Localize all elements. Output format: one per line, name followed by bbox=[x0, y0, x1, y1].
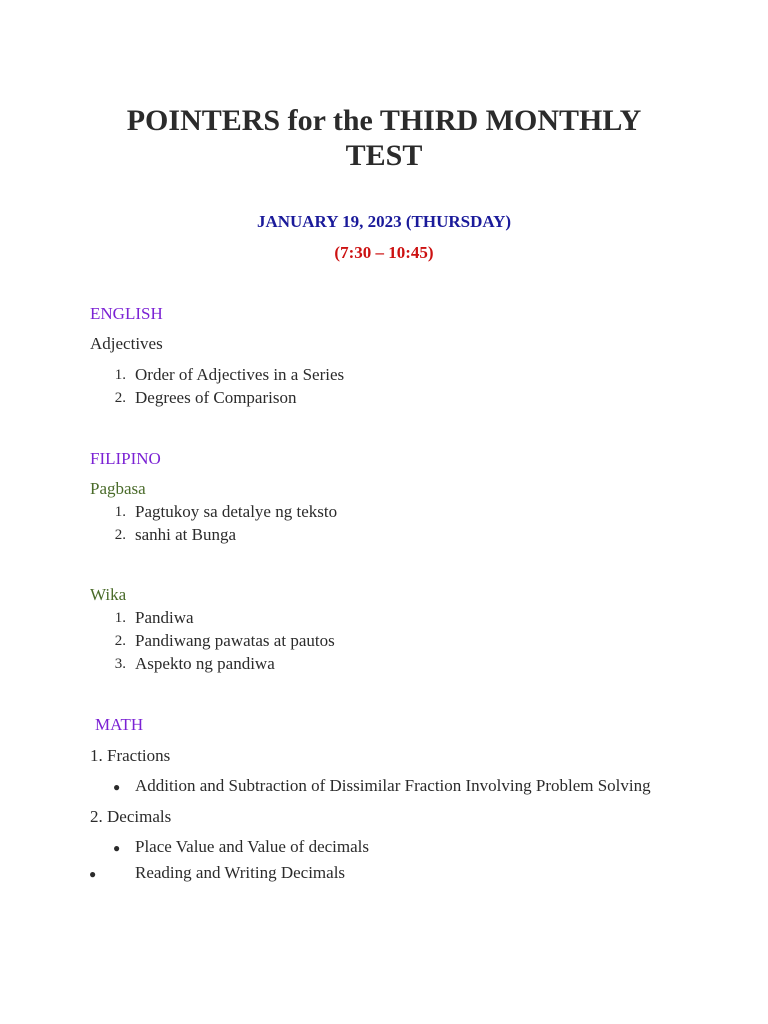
exam-time: (7:30 – 10:45) bbox=[334, 243, 434, 262]
english-item-2-number: 2. bbox=[114, 390, 126, 406]
page-title: POINTERS for the THIRD MONTHLY TEST bbox=[126, 104, 642, 172]
exam-date: JANUARY 19, 2023 (THURSDAY) bbox=[256, 212, 512, 231]
bullet-icon: ● bbox=[113, 841, 121, 855]
english-heading: ENGLISH bbox=[90, 304, 163, 323]
wika-item-3-number: 3. bbox=[114, 656, 126, 672]
bullet-icon: ● bbox=[113, 780, 121, 794]
wika-item-2: Pandiwang pawatas at pautos bbox=[135, 631, 335, 650]
english-item-1: Order of Adjectives in a Series bbox=[135, 365, 345, 384]
bullet-icon: ● bbox=[89, 867, 97, 881]
english-topic: Adjectives bbox=[90, 334, 163, 353]
pagbasa-item-1: Pagtukoy sa detalye ng teksto bbox=[135, 502, 338, 521]
fractions-label: 1. Fractions bbox=[90, 746, 171, 765]
pagbasa-item-2: sanhi at Bunga bbox=[135, 525, 237, 544]
pagbasa-item-2-number: 2. bbox=[114, 527, 126, 543]
english-item-2: Degrees of Comparison bbox=[135, 388, 297, 407]
pagbasa-item-1-number: 1. bbox=[114, 504, 126, 520]
decimals-label: 2. Decimals bbox=[90, 807, 172, 826]
wika-item-1-number: 1. bbox=[114, 610, 126, 626]
english-item-1-number: 1. bbox=[114, 367, 126, 383]
pagbasa-label: Pagbasa bbox=[90, 479, 146, 498]
math-heading: MATH bbox=[95, 715, 144, 734]
fractions-item-1: Addition and Subtraction of Dissimilar Fraction Involving Problem Solving bbox=[135, 776, 651, 795]
decimals-item-1: Place Value and Value of decimals bbox=[135, 837, 369, 856]
wika-item-2-number: 2. bbox=[114, 633, 126, 649]
wika-item-1: Pandiwa bbox=[135, 608, 194, 627]
decimals-item-2: Reading and Writing Decimals bbox=[135, 863, 346, 882]
wika-item-3: Aspekto ng pandiwa bbox=[135, 654, 275, 673]
wika-label: Wika bbox=[90, 585, 127, 604]
filipino-heading: FILIPINO bbox=[90, 449, 161, 468]
